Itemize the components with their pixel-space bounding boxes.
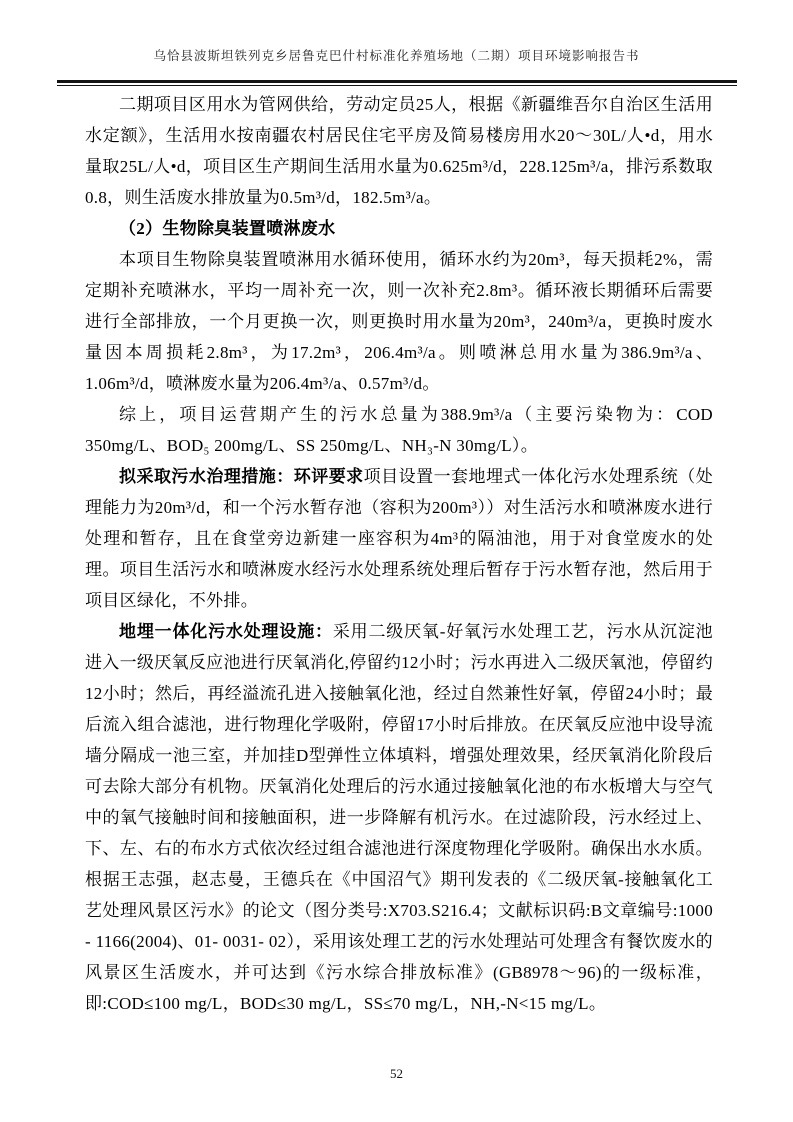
header-divider-rule bbox=[57, 80, 737, 86]
treatment-measures-text: 项目设置一套地埋式一体化污水处理系统（处理能力为20m³/d，和一个污水暂存池（容积为200m³））对生活污水和喷淋废水进行处理和暂存，且在食堂旁边新建一座容积为4m³的隔油池，用于对食堂废水的处理。项目生活污水和喷淋废水经污水处理系统处理后暂存于污水暂存池，然后用于项目区绿化，不外排。 bbox=[85, 467, 714, 610]
buried-facility-lead-label: 地埋一体化污水处理设施： bbox=[119, 622, 333, 641]
paragraph-spray-water-cycle: 本项目生物除臭装置喷淋用水循环使用，循环水约为20m³，每天损耗2%，需定期补充喷淋水，平均一周补充一次，则一次补充2.8m³。循环液长期循环后需要进行全部排放，一个月更换一次，则更换时用水量为20m³，240m³/a，更换时废水量因本周损耗2.8m³，为17.2m³，206.4m³/a。则喷淋总用水量为386.9m³/a、1.06m³/d，喷淋废水量为206.4m³/a、0.57m³/d。 bbox=[85, 250, 713, 393]
document-body bbox=[85, 89, 713, 1019]
paragraph-buried-treatment-facility bbox=[85, 616, 713, 1019]
page-number: 52 bbox=[390, 1066, 403, 1081]
page-header-title: 乌恰县波斯坦铁列克乡居鲁克巴什村标准化养殖场地（二期）项目环境影响报告书 bbox=[153, 49, 640, 63]
paragraph-wastewater-summary: 综上，项目运营期产生的污水总量为388.9m³/a（主要污染物为：COD 350mg/L、BOD₅ 200mg/L、SS 250mg/L、NH₃-N 30mg/L）。 bbox=[85, 405, 713, 455]
buried-facility-text: 采用二级厌氧-好氧污水处理工艺，污水从沉淀池进入一级厌氧反应池进行厌氧消化,停留约12小时；污水再进入二级厌氧池，停留约12小时；然后，再经溢流孔进入接触氧化池，经过自然兼性好氧，停留24小时；最后流入组合滤池，进行物理化学吸附，停留17小时后排放。在厌氧反应池中设导流墙分隔成一池三室，并加挂D型弹性立体填料，增强处理效果，经厌氧消化阶段后可去除大部分有机物。厌氧消化处理后的污水通过接触氧化池的布水板增大与空气中的氧气接触时间和接触面积，进一步降解有机污水。在过滤阶段，污水经过上、下、左、右的布水方式依次经过组合滤池进行深度物理化学吸附。确保出水水质。根据王志强，赵志曼，王德兵在《中国沼气》期刊发表的《二级厌氧-接触氧化工艺处理风景区污水》的论文（图分类号:X703.S216.4；文献标识码:B文章编号:1000 - 1166(2004)、01- 0031- 02），采用该处理工艺的污水处理站可处理含有餐饮废水的风景区生活废水，并可达到《污水综合排放标准》(GB8978～96)的一级标准，即:COD≤100 mg/L，BOD≤30 mg/L，SS≤70 mg/L，NH,-N<15 mg/L。 bbox=[85, 622, 713, 1013]
section-heading-deodorize-spray-wastewater: （2）生物除臭装置喷淋废水 bbox=[119, 219, 336, 238]
paragraph-treatment-measures bbox=[85, 461, 713, 616]
treatment-measures-lead-label: 拟采取污水治理措施：环评要求 bbox=[119, 467, 364, 486]
paragraph-water-supply: 二期项目区用水为管网供给，劳动定员25人，根据《新疆维吾尔自治区生活用水定额》，生活用水按南疆农村居民住宅平房及简易楼房用水20～30L/人•d，用水量取25L/人•d，项目区生产期间生活用水量为0.625m³/d，228.125m³/a，排污系数取0.8，则生活废水排放量为0.5m³/d，182.5m³/a。 bbox=[85, 95, 713, 207]
